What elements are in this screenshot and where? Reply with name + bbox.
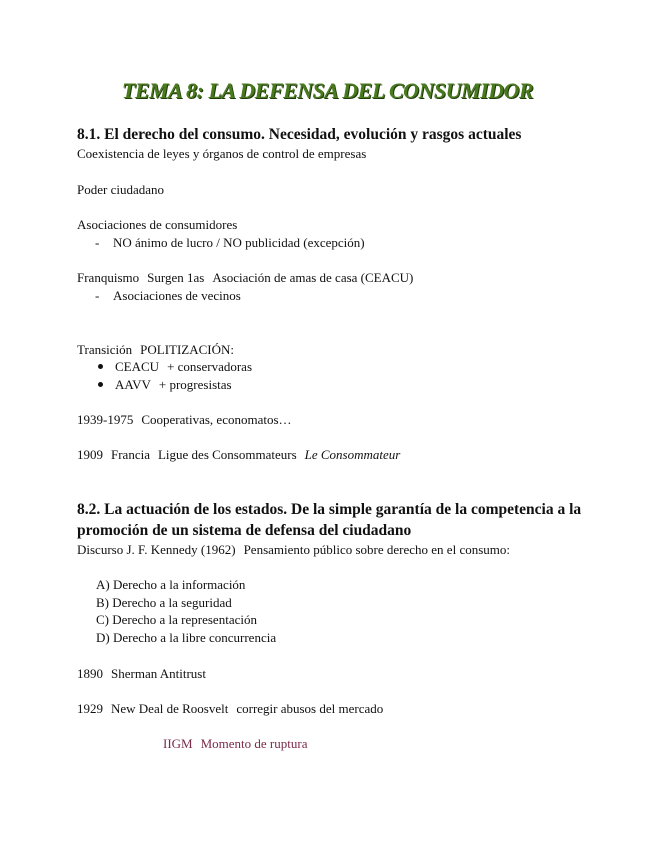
dash-marker: - bbox=[95, 288, 100, 303]
paragraph-line bbox=[77, 542, 510, 558]
section-heading-8-2-cont: promoción de un sistema de defensa del ciudadano bbox=[77, 522, 412, 539]
list-item-text: Derecho a la información bbox=[112, 577, 246, 592]
bullet-icon bbox=[98, 364, 103, 369]
date-span: 1909 bbox=[77, 447, 103, 462]
list-item bbox=[96, 577, 245, 593]
list-marker: A) bbox=[96, 577, 110, 592]
list-item bbox=[96, 630, 276, 646]
page-title: TEMA 8: LA DEFENSA DEL CONSUMIDOR bbox=[121, 78, 534, 103]
paragraph-line bbox=[77, 447, 400, 463]
text-span: + progresistas bbox=[158, 377, 232, 392]
date-span: 1929 bbox=[77, 701, 103, 716]
bullet-list-item bbox=[115, 359, 252, 375]
paragraph-line bbox=[163, 736, 307, 752]
dash-list-item bbox=[95, 235, 365, 251]
text-span: Pensamiento público sobre derecho en el consumo: bbox=[243, 542, 510, 557]
text-span: Francia bbox=[111, 447, 150, 462]
italic-text: Le Consommateur bbox=[304, 447, 401, 462]
list-item bbox=[96, 595, 232, 611]
date-span: 1890 bbox=[77, 666, 103, 681]
text-span: IIGM bbox=[163, 736, 193, 751]
text-span: Asociación de amas de casa (CEACU) bbox=[212, 270, 414, 285]
text-span: AAVV bbox=[115, 377, 151, 392]
text-span: Momento de ruptura bbox=[200, 736, 308, 751]
list-marker: C) bbox=[96, 612, 109, 627]
list-item-text: Derecho a la libre concurrencia bbox=[112, 630, 277, 645]
bullet-list-item bbox=[115, 377, 232, 393]
era-label: Transición bbox=[77, 342, 133, 357]
section-heading-8-1: 8.1. El derecho del consumo. Necesidad, evolución y rasgos actuales bbox=[77, 126, 522, 143]
text-span: Sherman Antitrust bbox=[111, 666, 206, 681]
paragraph-line bbox=[77, 270, 413, 286]
text-span: Discurso J. F. Kennedy (1962) bbox=[77, 542, 236, 557]
section-heading-8-2: 8.2. La actuación de los estados. De la simple garantía de la competencia a la bbox=[77, 501, 582, 518]
list-item bbox=[96, 612, 257, 628]
era-label: Franquismo bbox=[77, 270, 140, 285]
paragraph-line bbox=[77, 412, 292, 428]
bullet-icon bbox=[98, 382, 103, 387]
paragraph-text: Poder ciudadano bbox=[77, 182, 165, 197]
list-item-text: Derecho a la seguridad bbox=[112, 595, 232, 610]
dash-list-item bbox=[95, 288, 241, 304]
text-span: + conservadoras bbox=[167, 359, 253, 374]
text-span: Ligue des Consommateurs bbox=[157, 447, 297, 462]
list-item-text: Asociaciones de vecinos bbox=[113, 288, 241, 303]
paragraph-text: Asociaciones de consumidores bbox=[77, 217, 238, 232]
paragraph-line bbox=[77, 701, 383, 717]
date-span: 1939-1975 bbox=[77, 412, 134, 427]
text-span: Cooperativas, economatos… bbox=[141, 412, 292, 427]
dash-marker: - bbox=[95, 235, 100, 250]
text-span: corregir abusos del mercado bbox=[236, 701, 384, 716]
text-span: CEACU bbox=[115, 359, 160, 374]
list-marker: D) bbox=[96, 630, 110, 645]
paragraph-text: Coexistencia de leyes y órganos de control de empresas bbox=[77, 146, 367, 161]
list-item-text: NO ánimo de lucro / NO publicidad (excepción) bbox=[113, 235, 365, 250]
list-item-text: Derecho a la representación bbox=[112, 612, 257, 627]
text-span: Surgen 1as bbox=[147, 270, 205, 285]
list-marker: B) bbox=[96, 595, 109, 610]
paragraph-line bbox=[77, 342, 234, 358]
paragraph-line bbox=[77, 666, 206, 682]
text-span: POLITIZACIÓN: bbox=[140, 342, 235, 357]
text-span: New Deal de Roosvelt bbox=[111, 701, 229, 716]
